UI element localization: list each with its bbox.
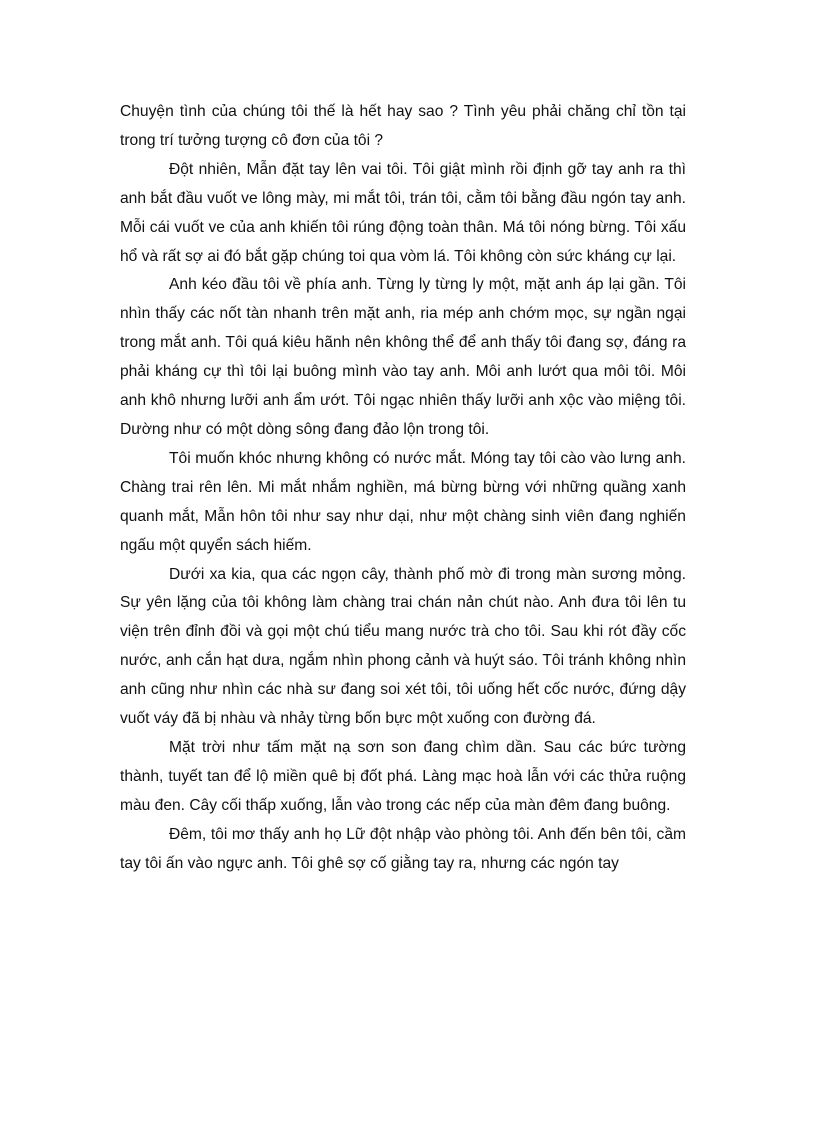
paragraph: Chuyện tình của chúng tôi thế là hết hay sao ? Tình yêu phải chăng chỉ tồn tại trong trí tưởng tượng cô đơn của tôi ? bbox=[120, 103, 686, 149]
paragraph: Mặt trời như tấm mặt nạ sơn son đang chìm dần. Sau các bức tường thành, tuyết tan để lộ miền quê bị đốt phá. Làng mạc hoà lẫn với các thửa ruộng màu đen. Cây cối thấp xuống, lẫn vào trong các nếp của màn đêm đang buông. bbox=[120, 738, 686, 814]
paragraph: Đêm, tôi mơ thấy anh họ Lữ đột nhập vào phòng tôi. Anh đến bên tôi, cầm tay tôi ấn vào ngực anh. Tôi ghê sợ cố giằng tay ra, nhưng các ngón tay bbox=[120, 825, 686, 872]
paragraph: Đột nhiên, Mẫn đặt tay lên vai tôi. Tôi giật mình rồi định gỡ tay anh ra thì anh bắt đầu vuốt ve lông mày, mi mắt tôi, trán tôi, cằm tôi bằng đầu ngón tay anh. Mỗi cái vuốt ve của anh khiến tôi rúng động toàn thân. Má tôi nóng bừng. Tôi xấu hổ và rất sợ ai đó bắt gặp chúng toi qua vòm lá. Tôi không còn sức kháng cự lại. bbox=[120, 160, 686, 265]
body-text bbox=[120, 98, 686, 878]
paragraph: Tôi muốn khóc nhưng không có nước mắt. Móng tay tôi cào vào lưng anh. Chàng trai rên lên. Mi mắt nhắm nghiền, má bừng bừng với những quầng xanh quanh mắt, Mẫn hôn tôi như say như dại, như một chàng sinh viên đang nghiến ngấu một quyển sách hiếm. bbox=[120, 449, 686, 554]
paragraph: Dưới xa kia, qua các ngọn cây, thành phố mờ đi trong màn sương mỏng. Sự yên lặng của tôi không làm chàng trai chán nản chút nào. Anh đưa tôi lên tu viện trên đỉnh đồi và gọi một chú tiểu mang nước trà cho tôi. Sau khi rót đầy cốc nước, anh cắn hạt dưa, ngắm nhìn phong cảnh và huýt sáo. Tôi tránh không nhìn anh cũng như nhìn các nhà sư đang soi xét tôi, tôi uống hết cốc nước, đứng dậy vuốt váy đã bị nhàu và nhảy từng bốn bực một xuống con đường đá. bbox=[120, 565, 686, 728]
paragraph: Anh kéo đầu tôi về phía anh. Từng ly từng ly một, mặt anh áp lại gần. Tôi nhìn thấy các nốt tàn nhanh trên mặt anh, ria mép anh chớm mọc, sự ngần ngại trong mắt anh. Tôi quá kiêu hãnh nên không thể để anh thấy tôi đang sợ, đáng ra phải kháng cự thì tôi lại buông mình vào tay anh. Môi anh lướt qua môi tôi. Môi anh khô nhưng lưỡi anh ẩm ướt. Tôi ngạc nhiên thấy lưỡi anh xộc vào miệng tôi. Dường như có một dòng sông đang đảo lộn trong tôi. bbox=[120, 276, 686, 438]
